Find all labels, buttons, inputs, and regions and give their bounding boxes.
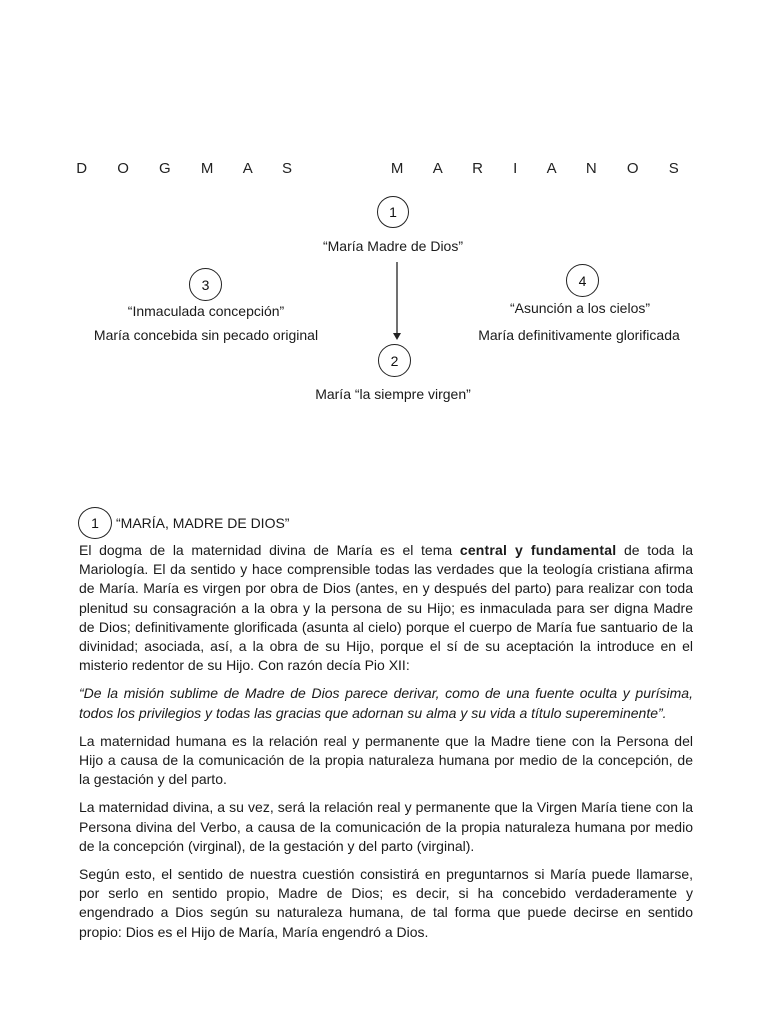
paragraph-3: La maternidad divina, a su vez, será la relación real y permanente que la Virgen María tiene con la Persona divina del Verbo, a causa de la comunicación de la propia naturaleza humana por medio de la concepción (virginal), de la gestación y del parto (virginal). <box>79 799 693 854</box>
section-number-circle <box>78 507 112 539</box>
node-1-number: 1 <box>389 204 397 220</box>
node-3-circle <box>189 268 222 301</box>
quote-pio-xii: “De la misión sublime de Madre de Dios parece derivar, como de una fuente oculta y purísima, todos los privilegios y todas las gracias que adornan su alma y su vida a título supereminente”. <box>79 685 693 721</box>
node-1-circle <box>377 196 409 228</box>
page-title: D O G M A S M A R I A N O S <box>76 160 692 177</box>
node-2-number: 2 <box>390 352 399 369</box>
node-3-label: “Inmaculada concepción” <box>127 303 285 319</box>
node-2-label: María “la siempre virgen” <box>315 386 471 402</box>
section-heading <box>78 507 289 539</box>
node-2-circle <box>378 344 411 377</box>
node-1-label: “María Madre de Dios” <box>322 238 464 254</box>
section-title: “MARÍA, MADRE DE DIOS” <box>116 515 290 531</box>
paragraph-4: Según esto, el sentido de nuestra cuestión consistirá en preguntarnos si María puede llamarse, por serlo en sentido propio, Madre de Dios; es decir, si ha concebido verdaderamente y engendrado a Dios según su naturaleza humana, de tal forma que puede decirse en sentido propio: Dios es el Hijo de María, María engendró a Dios. <box>79 866 693 940</box>
node-4-number: 4 <box>578 272 587 289</box>
paragraph-1-rest: de toda la Mariología. El da sentido y hace comprensible todas las verdades que la teología cristiana afirma de María. María es virgen por obra de Dios (antes, en y después del parto) para realizar con toda plenitud su consagración a la obra y la persona de su Hijo; es inmaculada para ser digna Madre de Dios; definitivamente glorificada (asunta al cielo) porque el cuerpo de María fue santuario de la divinidad; asociada, así, a la obra de su Hijo, porque el sí de su aceptación la introduce en el misterio redentor de su Hijo. Con razón decía Pio XII: <box>79 542 694 674</box>
node-4-sublabel: María definitivamente glorificada <box>478 327 680 343</box>
paragraph-1 <box>79 541 693 675</box>
section-body <box>79 541 693 951</box>
paragraph-1-start: El dogma de la maternidad divina de María es el tema <box>79 542 460 558</box>
node-4-label: “Asunción a los cielos” <box>509 300 651 316</box>
node-4-circle <box>566 264 599 297</box>
arrow-down-connector <box>390 262 404 342</box>
section-number: 1 <box>91 515 99 531</box>
node-3-sublabel: María concebida sin pecado original <box>93 327 319 343</box>
paragraph-1-emphasis: central y fundamental <box>459 542 617 558</box>
paragraph-2: La maternidad humana es la relación real y permanente que la Madre tiene con la Persona del Hijo a causa de la comunicación de la propia naturaleza humana por medio de la concepción, de la gestación y del parto. <box>79 732 693 788</box>
node-3-number: 3 <box>201 276 210 293</box>
